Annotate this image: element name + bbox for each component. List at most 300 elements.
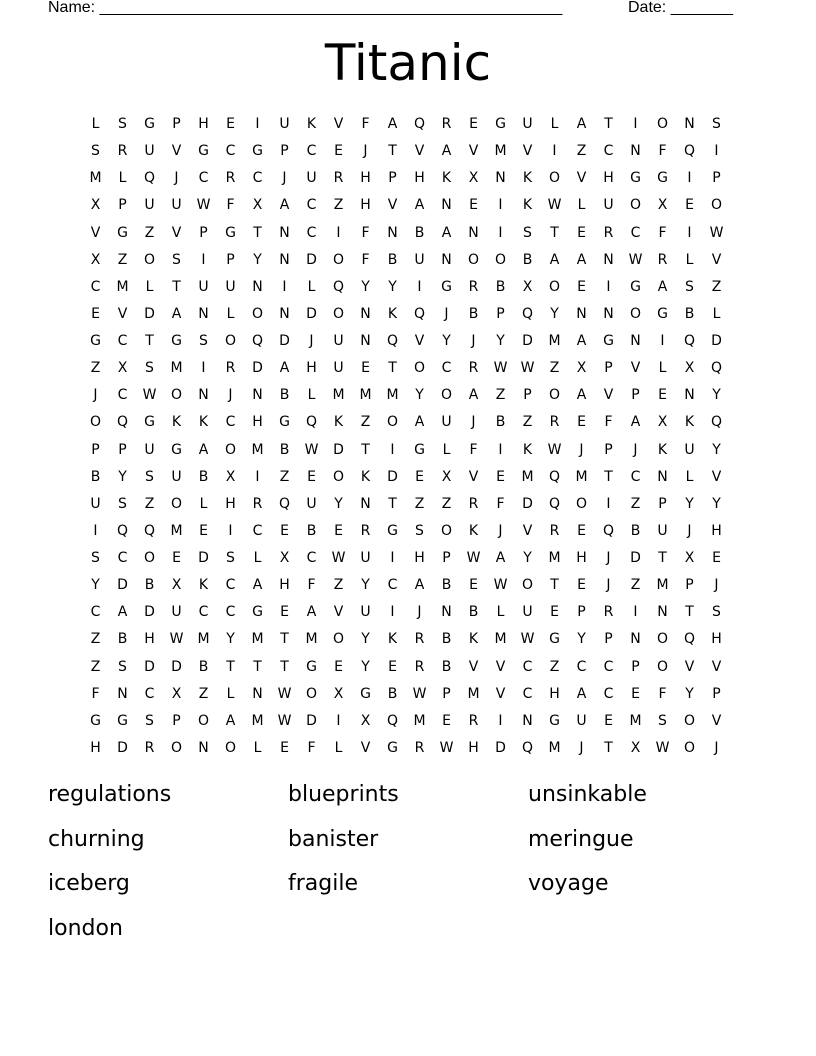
grid-letter: G <box>657 305 668 322</box>
grid-letter: G <box>549 631 560 648</box>
grid-letter: D <box>144 604 155 621</box>
grid-letter: A <box>657 278 668 295</box>
grid-letter: D <box>144 305 155 322</box>
grid-letter: U <box>144 143 155 160</box>
grid-letter: P <box>91 441 100 458</box>
grid-letter: O <box>494 251 507 268</box>
grid-letter: R <box>252 495 263 512</box>
grid-letter: I <box>282 278 287 295</box>
grid-letter: G <box>414 441 425 458</box>
grid-letter: E <box>577 278 586 295</box>
grid-letter: U <box>171 197 182 214</box>
grid-letter: S <box>118 495 127 512</box>
grid-letter: O <box>629 305 642 322</box>
grid-letter: J <box>606 577 611 594</box>
grid-letter: T <box>226 658 235 675</box>
grid-letter: Y <box>415 387 424 404</box>
grid-letter: L <box>442 441 451 458</box>
grid-letter: V <box>522 143 533 160</box>
grid-letter: I <box>228 522 233 539</box>
grid-letter: H <box>306 360 317 377</box>
grid-letter: U <box>522 116 533 132</box>
grid-letter: Y <box>253 251 262 268</box>
grid-letter: V <box>468 658 479 675</box>
grid-letter: B <box>198 658 209 675</box>
grid-letter: W <box>412 685 427 702</box>
grid-letter: T <box>172 278 181 295</box>
grid-letter: G <box>387 739 398 756</box>
grid-letter: M <box>548 550 561 566</box>
grid-letter: P <box>199 224 208 241</box>
grid-letter: U <box>414 251 425 268</box>
grid-letter: G <box>441 278 452 295</box>
grid-letter: P <box>523 387 532 404</box>
grid-letter: I <box>417 278 422 295</box>
grid-letter: G <box>144 116 155 132</box>
grid-letter: I <box>390 604 395 621</box>
grid-letter: Z <box>630 577 641 594</box>
word-list-item: unsinkable <box>528 782 647 807</box>
grid-letter: Y <box>442 333 451 349</box>
grid-letter: W <box>547 441 562 458</box>
grid-letter: D <box>252 360 263 377</box>
grid-letter: R <box>144 739 155 756</box>
grid-letter: I <box>552 143 557 160</box>
grid-letter: R <box>117 143 128 160</box>
grid-letter: V <box>90 224 101 241</box>
grid-letter: Y <box>361 278 370 295</box>
grid-letter: M <box>116 278 129 295</box>
grid-letter: S <box>712 116 721 132</box>
grid-letter: X <box>333 685 344 702</box>
grid-letter: O <box>251 305 264 322</box>
grid-letter: H <box>198 116 209 132</box>
grid-letter: D <box>198 550 209 566</box>
grid-letter: B <box>144 577 155 594</box>
grid-letter: R <box>468 278 479 295</box>
grid-letter: E <box>604 712 613 729</box>
grid-letter: B <box>468 305 479 322</box>
grid-letter: Q <box>143 522 156 539</box>
grid-letter: J <box>498 522 503 539</box>
grid-letter: D <box>117 577 128 594</box>
grid-letter: U <box>333 333 344 349</box>
grid-letter: N <box>387 224 398 241</box>
grid-letter: M <box>467 685 480 702</box>
grid-letter: C <box>306 197 317 214</box>
grid-letter: A <box>225 712 236 729</box>
grid-letter: M <box>548 333 561 349</box>
grid-letter: P <box>604 441 613 458</box>
grid-letter: Z <box>360 414 371 431</box>
grid-letter: G <box>144 414 155 431</box>
grid-letter: B <box>522 251 533 268</box>
grid-letter: M <box>89 170 102 187</box>
grid-letter: G <box>630 170 641 187</box>
grid-letter: M <box>359 387 372 404</box>
grid-letter: I <box>255 116 260 132</box>
grid-letter: M <box>305 631 318 648</box>
grid-letter: N <box>684 116 695 132</box>
grid-letter: O <box>143 251 156 268</box>
grid-letter: G <box>306 658 317 675</box>
grid-letter: I <box>93 522 98 539</box>
grid-letter: L <box>550 116 559 132</box>
grid-letter: K <box>171 414 182 431</box>
grid-letter: W <box>304 441 319 458</box>
grid-letter: L <box>253 739 262 756</box>
grid-letter: I <box>390 550 395 566</box>
grid-letter: D <box>495 739 506 756</box>
grid-letter: N <box>441 197 452 214</box>
grid-letter: S <box>523 224 532 241</box>
grid-letter: V <box>414 333 425 349</box>
grid-letter: W <box>655 739 670 756</box>
grid-letter: N <box>657 604 668 621</box>
grid-letter: V <box>414 143 425 160</box>
grid-letter: X <box>576 360 587 377</box>
grid-letter: F <box>361 251 370 268</box>
grid-letter: N <box>279 305 290 322</box>
grid-letter: Q <box>710 414 723 431</box>
grid-letter: Z <box>711 278 722 295</box>
grid-letter: Z <box>333 197 344 214</box>
grid-letter: Q <box>413 116 426 132</box>
grid-letter: A <box>495 550 506 566</box>
grid-letter: B <box>387 685 398 702</box>
grid-letter: C <box>90 604 101 621</box>
grid-letter: C <box>306 143 317 160</box>
grid-letter: O <box>224 739 237 756</box>
grid-letter: W <box>520 360 535 377</box>
grid-letter: C <box>441 360 452 377</box>
grid-letter: S <box>118 116 127 132</box>
grid-letter: J <box>471 333 476 349</box>
grid-letter: T <box>280 631 289 648</box>
grid-letter: O <box>521 577 534 594</box>
grid-letter: S <box>118 658 127 675</box>
grid-letter: J <box>309 333 314 349</box>
grid-letter: M <box>494 631 507 648</box>
grid-letter: A <box>576 251 587 268</box>
grid-letter: U <box>576 712 587 729</box>
grid-letter: Z <box>630 495 641 512</box>
grid-letter: O <box>629 197 642 214</box>
grid-letter: P <box>631 387 640 404</box>
grid-letter: E <box>685 197 694 214</box>
grid-letter: N <box>252 278 263 295</box>
grid-letter: W <box>331 550 346 566</box>
grid-letter: B <box>198 468 209 485</box>
grid-letter: Z <box>495 387 506 404</box>
grid-letter: C <box>225 414 236 431</box>
grid-letter: B <box>630 522 641 539</box>
grid-letter: P <box>712 685 721 702</box>
grid-letter: V <box>360 739 371 756</box>
grid-letter: E <box>442 712 451 729</box>
grid-letter: X <box>90 197 101 214</box>
grid-letter: N <box>603 305 614 322</box>
grid-letter: M <box>170 360 183 377</box>
grid-letter: I <box>498 712 503 729</box>
grid-letter: M <box>251 712 264 729</box>
grid-letter: S <box>226 550 235 566</box>
grid-letter: L <box>577 197 586 214</box>
grid-letter: R <box>441 116 452 132</box>
grid-letter: Q <box>521 739 534 756</box>
grid-letter: R <box>603 604 614 621</box>
grid-letter: O <box>656 631 669 648</box>
grid-letter: Q <box>386 333 399 349</box>
grid-letter: P <box>118 197 127 214</box>
grid-letter: L <box>226 305 235 322</box>
grid-letter: A <box>576 333 587 349</box>
grid-letter: A <box>414 197 425 214</box>
grid-letter: F <box>496 495 505 512</box>
grid-letter: F <box>469 441 478 458</box>
grid-letter: E <box>388 658 397 675</box>
grid-letter: V <box>171 143 182 160</box>
grid-letter: J <box>363 143 368 160</box>
grid-letter: T <box>604 468 613 485</box>
grid-letter: O <box>332 631 345 648</box>
grid-letter: N <box>468 224 479 241</box>
grid-letter: A <box>198 441 209 458</box>
grid-letter: E <box>172 550 181 566</box>
header-line <box>48 0 733 20</box>
grid-letter: A <box>306 604 317 621</box>
grid-letter: X <box>468 170 479 187</box>
grid-letter: E <box>577 522 586 539</box>
grid-letter: S <box>91 143 100 160</box>
grid-letter: I <box>498 441 503 458</box>
grid-letter: U <box>360 550 371 566</box>
grid-letter: Y <box>361 577 370 594</box>
grid-letter: H <box>252 414 263 431</box>
grid-letter: H <box>360 197 371 214</box>
grid-letter: U <box>171 604 182 621</box>
grid-letter: P <box>631 658 640 675</box>
grid-letter: A <box>576 387 587 404</box>
grid-letter: O <box>170 495 183 512</box>
grid-letter: X <box>171 685 182 702</box>
grid-letter: A <box>576 116 587 132</box>
grid-letter: T <box>280 658 289 675</box>
grid-letter: X <box>657 414 668 431</box>
grid-letter: Y <box>685 495 694 512</box>
grid-letter: N <box>198 305 209 322</box>
grid-letter: W <box>493 577 508 594</box>
grid-letter: H <box>603 170 614 187</box>
grid-letter: L <box>307 387 316 404</box>
grid-letter: R <box>468 712 479 729</box>
grid-letter: G <box>252 604 263 621</box>
grid-letter: K <box>441 170 452 187</box>
grid-letter: P <box>604 631 613 648</box>
grid-letter: O <box>305 685 318 702</box>
grid-letter: L <box>685 251 694 268</box>
grid-letter: N <box>495 170 506 187</box>
grid-letter: Q <box>683 333 696 349</box>
grid-letter: F <box>658 685 667 702</box>
grid-letter: N <box>252 685 263 702</box>
grid-letter: A <box>630 414 641 431</box>
grid-letter: Q <box>305 414 318 431</box>
grid-letter: E <box>334 658 343 675</box>
grid-letter: Q <box>683 143 696 160</box>
grid-letter: V <box>468 143 479 160</box>
grid-letter: T <box>550 224 559 241</box>
grid-letter: C <box>252 522 263 539</box>
grid-letter: R <box>333 170 344 187</box>
grid-letter: C <box>225 143 236 160</box>
grid-letter: V <box>522 522 533 539</box>
grid-letter: E <box>631 685 640 702</box>
grid-letter: B <box>441 631 452 648</box>
grid-letter: U <box>279 116 290 132</box>
grid-letter: O <box>332 305 345 322</box>
grid-letter: T <box>604 739 613 756</box>
grid-letter: C <box>252 170 263 187</box>
grid-letter: J <box>444 305 449 322</box>
grid-letter: K <box>198 414 209 431</box>
grid-letter: D <box>144 658 155 675</box>
grid-letter: T <box>145 333 154 349</box>
grid-letter: G <box>90 712 101 729</box>
grid-letter: J <box>93 387 98 404</box>
grid-letter: R <box>225 170 236 187</box>
grid-letter: I <box>633 116 638 132</box>
grid-letter: L <box>145 278 154 295</box>
grid-letter: Y <box>361 631 370 648</box>
grid-letter: L <box>658 360 667 377</box>
grid-letter: Y <box>334 495 343 512</box>
grid-letter: Q <box>548 468 561 485</box>
grid-letter: N <box>441 604 452 621</box>
grid-letter: M <box>332 387 345 404</box>
grid-letter: G <box>252 143 263 160</box>
grid-letter: Q <box>116 414 129 431</box>
grid-letter: I <box>660 333 665 349</box>
page-title: Titanic <box>324 34 492 92</box>
grid-letter: R <box>549 522 560 539</box>
grid-letter: K <box>522 197 533 214</box>
grid-letter: Q <box>710 360 723 377</box>
grid-letter: M <box>413 712 426 729</box>
grid-letter: U <box>171 468 182 485</box>
grid-letter: B <box>441 658 452 675</box>
grid-letter: Z <box>441 495 452 512</box>
grid-letter: A <box>549 251 560 268</box>
grid-letter: J <box>714 577 719 594</box>
grid-letter: I <box>687 170 692 187</box>
grid-letter: G <box>360 685 371 702</box>
grid-letter: F <box>307 739 316 756</box>
grid-letter: M <box>386 387 399 404</box>
grid-letter: E <box>577 577 586 594</box>
grid-letter: C <box>306 224 317 241</box>
grid-letter: E <box>415 468 424 485</box>
grid-letter: Q <box>521 305 534 322</box>
grid-letter: C <box>117 550 128 566</box>
grid-letter: U <box>522 604 533 621</box>
grid-letter: J <box>633 441 638 458</box>
name-label: Name: <box>48 0 100 16</box>
grid-letter: G <box>630 278 641 295</box>
grid-letter: D <box>387 468 398 485</box>
grid-letter: J <box>714 739 719 756</box>
grid-letter: V <box>495 658 506 675</box>
grid-letter: K <box>387 305 398 322</box>
grid-letter: L <box>685 468 694 485</box>
grid-letter: X <box>117 360 128 377</box>
grid-letter: M <box>656 577 669 594</box>
grid-letter: V <box>117 305 128 322</box>
grid-letter: E <box>280 739 289 756</box>
grid-letter: Z <box>279 468 290 485</box>
grid-letter: D <box>522 333 533 349</box>
grid-letter: G <box>171 333 182 349</box>
grid-letter: S <box>172 251 181 268</box>
grid-letter: N <box>279 224 290 241</box>
grid-letter: E <box>469 197 478 214</box>
grid-letter: K <box>522 170 533 187</box>
grid-letter: E <box>280 604 289 621</box>
grid-letter: X <box>684 360 695 377</box>
grid-letter: S <box>685 278 694 295</box>
grid-letter: D <box>306 251 317 268</box>
grid-letter: O <box>413 360 426 377</box>
grid-letter: R <box>225 360 236 377</box>
grid-letter: O <box>440 522 453 539</box>
grid-letter: N <box>279 251 290 268</box>
grid-letter: P <box>496 305 505 322</box>
grid-letter: I <box>687 224 692 241</box>
grid-letter: E <box>469 577 478 594</box>
name-blank: ____________________________________________________ <box>99 0 563 16</box>
grid-letter: U <box>144 197 155 214</box>
grid-letter: E <box>577 414 586 431</box>
grid-letter: H <box>279 577 290 594</box>
grid-letter: C <box>225 604 236 621</box>
grid-letter: F <box>658 143 667 160</box>
grid-letter: A <box>441 143 452 160</box>
grid-letter: N <box>360 495 371 512</box>
grid-letter: R <box>657 251 668 268</box>
grid-letter: D <box>522 495 533 512</box>
grid-letter: L <box>199 495 208 512</box>
grid-letter: T <box>253 658 262 675</box>
grid-letter: E <box>496 468 505 485</box>
grid-letter: B <box>414 224 425 241</box>
grid-letter: V <box>576 170 587 187</box>
grid-letter: M <box>197 631 210 648</box>
grid-letter: P <box>442 685 451 702</box>
word-search-grid <box>82 111 730 762</box>
grid-letter: W <box>439 739 454 756</box>
grid-letter: J <box>606 550 611 566</box>
grid-letter: N <box>684 387 695 404</box>
grid-letter: P <box>172 712 181 729</box>
grid-letter: Y <box>712 387 721 404</box>
grid-letter: B <box>495 414 506 431</box>
grid-letter: Y <box>361 658 370 675</box>
grid-letter: H <box>414 170 425 187</box>
grid-letter: U <box>684 441 695 458</box>
grid-letter: A <box>387 116 398 132</box>
grid-letter: Z <box>144 495 155 512</box>
grid-letter: D <box>711 333 722 349</box>
